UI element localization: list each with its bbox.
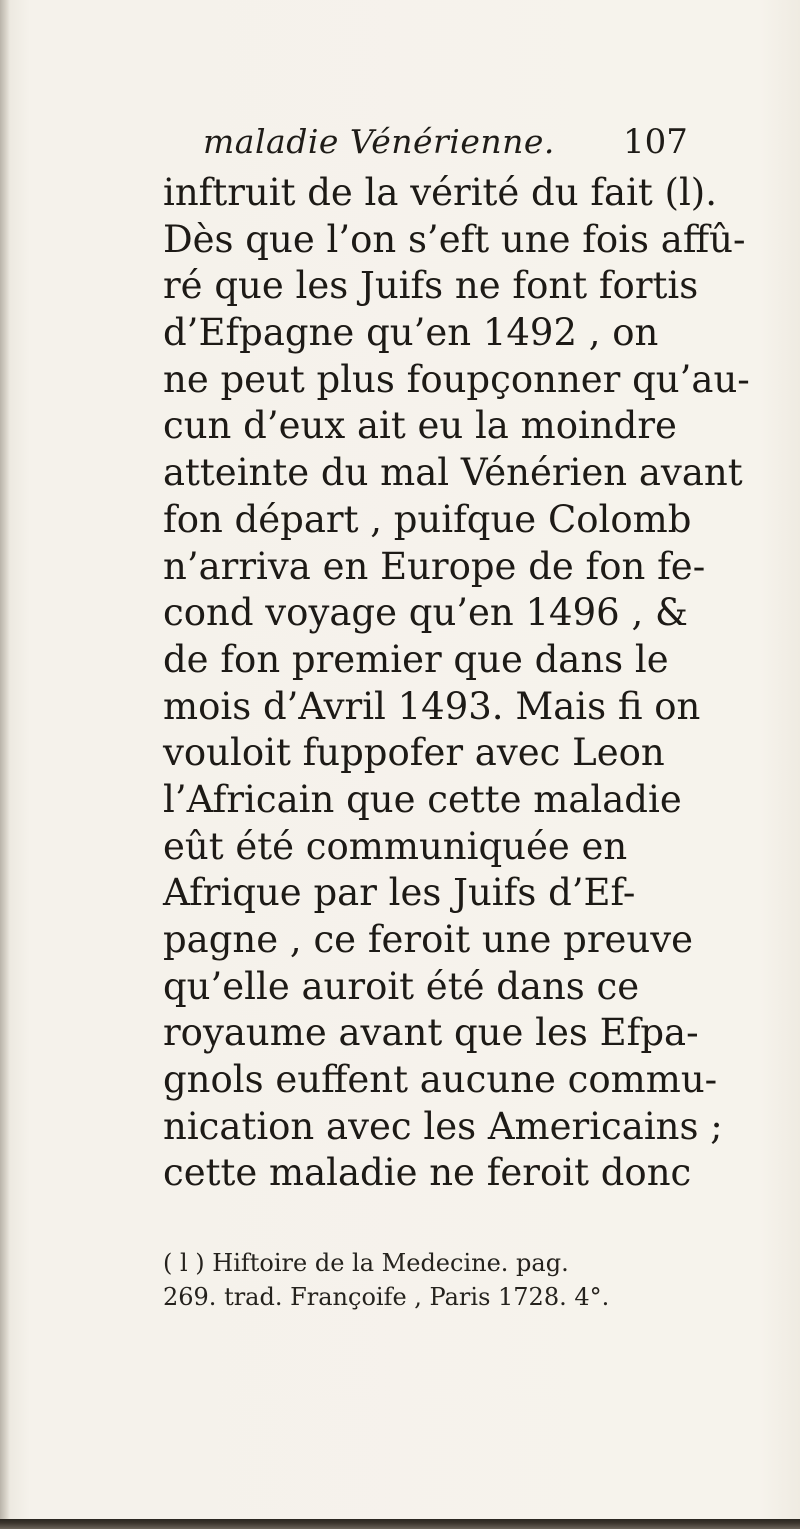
- page-number: 107: [623, 122, 688, 162]
- text-line: ré que les Juifs ne font fortis: [163, 264, 699, 308]
- text-line: royaume avant que les Efpa-: [163, 1011, 699, 1055]
- text-line: de fon premier que dans le: [163, 637, 669, 681]
- text-line: Afrique par les Juifs d’Ef-: [163, 871, 636, 915]
- text-line: ne peut plus foupçonner qu’au-: [163, 357, 750, 401]
- text-line: cond voyage qu’en 1496 , &: [163, 591, 688, 635]
- text-line: eût été communiquée en: [163, 824, 628, 868]
- text-line: nication avec les Americains ;: [163, 1104, 723, 1148]
- text-line: cun d’eux ait eu la moindre: [163, 404, 677, 448]
- text-line: fon départ , puifque Colomb: [163, 497, 692, 541]
- binding-gutter-shadow: [0, 0, 10, 1529]
- text-line: vouloit fuppofer avec Leon: [163, 731, 665, 775]
- text-line: atteinte du mal Vénérien avant: [163, 451, 743, 495]
- text-line: inftruit de la vérité du fait (l).: [163, 171, 718, 214]
- footnote-line: ( l ) Hiftoire de la Medecine. pag.: [163, 1249, 569, 1277]
- page-bottom-edge: [0, 1519, 800, 1529]
- footnote: [163, 1246, 763, 1314]
- body-text: [163, 170, 763, 1197]
- text-line: d’Efpagne qu’en 1492 , on: [163, 311, 659, 355]
- text-line: mois d’Avril 1493. Mais fi on: [163, 684, 701, 728]
- text-line: pagne , ce feroit une preuve: [163, 918, 694, 961]
- text-line: qu’elle auroit été dans ce: [163, 964, 640, 1008]
- footnote-line: 269. trad. Françoife , Paris 1728. 4°.: [163, 1283, 610, 1311]
- text-line: gnols euffent aucune commu-: [163, 1058, 718, 1102]
- text-line: Dès que l’on s’eft une fois affû-: [163, 217, 746, 261]
- text-line: cette maladie ne feroit donc: [163, 1151, 692, 1195]
- page-header: [203, 122, 723, 172]
- running-head: maladie Vénérienne.: [203, 122, 555, 161]
- text-line: l’Africain que cette maladie: [163, 777, 682, 821]
- text-line: n’arriva en Europe de fon fe-: [163, 544, 706, 588]
